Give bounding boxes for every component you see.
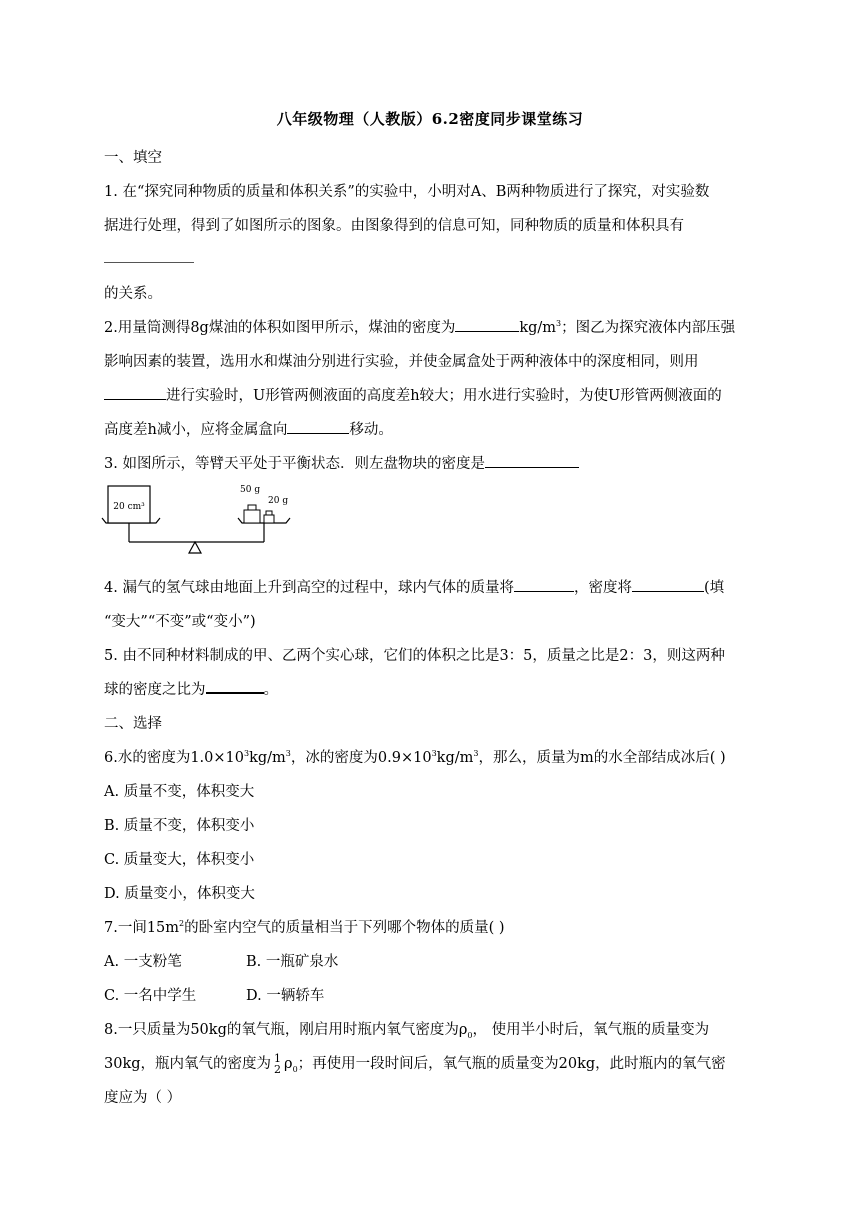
block-volume-label: 20 cm³ [113,502,145,512]
fraction-denominator: 2 [274,1063,282,1076]
sub-0: 0 [292,1064,298,1074]
q4-text-c: (填 [703,580,725,596]
q2-text-4a: 高度差h减小，应将金属盒向 [104,422,288,438]
q2-blank-3 [287,420,349,434]
q3-blank [485,454,579,468]
weight-50g [244,510,260,523]
q6-option-a: A. 质量不变，体积变大 [104,784,255,800]
q2-text-a: 2.用量筒测得8g煤油的体积如图甲所示，煤油的密度为 [104,320,456,336]
q7-text-a: 7.一间15m [104,920,180,936]
q4-line-2: “变大”“不变”或“变小”) [104,614,256,630]
q2-unit: kg/m [519,320,557,336]
weight-20g [264,515,274,523]
q5-text-a: 球的密度之比为 [104,682,206,698]
q8-line-1 [104,1018,764,1040]
q6-option-b: B. 质量不变，体积变小 [104,818,255,834]
q8-text-b: ， 使用半小时后，氧气瓶的质量变为 [472,1022,710,1038]
q4-text-a: 4. 漏气的氢气球由地面上升到高空的过程中，球内气体的质量将 [104,580,514,596]
q6-option-c: C. 质量变大，体积变小 [104,852,255,868]
fraction-numerator: 1 [274,1052,282,1065]
sup-3: 3 [244,749,250,759]
page-title: 八年级物理（人教版）6.2密度同步课堂练习 [276,110,584,128]
sub-0: 0 [467,1030,473,1040]
q8-text-2c: ；再使用一段时间后，氧气瓶的质量变为20kg，此时瓶内的氧气密 [297,1056,726,1072]
q7-text-b: 的卧室内空气的质量相当于下列哪个物体的质量( ) [184,920,505,936]
q6-stem [104,746,764,767]
sup-3: 3 [556,319,562,329]
q8-text-a: 8.一只质量为50kg的氧气瓶，刚启用时瓶内氧气密度为ρ [104,1022,468,1038]
q1-line-2: 据进行处理，得到了如图所示的图象。由图象得到的信息可知，同种物质的质量和体积具有 [104,218,684,234]
q6-text-c: ，冰的密度为0.9×10 [290,750,432,766]
q6-text-a: 6.水的密度为1.0×10 [104,750,244,766]
q8-line-2 [104,1052,764,1075]
q1-answer-blank [104,262,194,263]
fraction-one-half [274,1053,281,1075]
q8-line-3: 度应为（ ） [104,1090,182,1106]
q4-line-1 [104,576,764,597]
q2-blank-2 [104,386,166,400]
q2-line-1 [104,316,764,337]
q2-blank-1 [455,318,519,332]
q2-line-4 [104,418,764,439]
q4-blank-2 [632,578,704,592]
q5-line-2 [104,678,764,699]
sup-2: 2 [179,919,185,929]
section-heading-choice: 二、选择 [104,716,162,732]
q6-text-e: ，那么，质量为m的水全部结成冰后( ) [478,750,726,766]
q2-text-4b: 移动。 [349,422,393,438]
weight-50g-label: 50 g [240,485,261,495]
q7-options-row-2 [104,984,764,1005]
q2-line-3 [104,384,764,405]
balance-scale-figure [98,478,298,556]
q1-line-1: 1. 在“探究同种物质的质量和体积关系”的实验中，小明对A、B两种物质进行了探究，对实验数 [104,184,710,200]
q6-text-b: kg/m [249,750,286,766]
q2-line-2: 影响因素的装置，选用水和煤油分别进行实验，并使金属盒处于两种液体中的深度相同，则用 [104,354,699,370]
q5-blank [206,679,264,694]
q5-text-b: 。 [263,682,278,698]
sup-3: 3 [473,749,479,759]
q7-option-d: D. 一辆轿车 [246,988,325,1004]
section-heading-fill-in: 一、填空 [104,150,162,166]
q7-option-b: B. 一瓶矿泉水 [246,954,339,970]
q5-line-1: 5. 由不同种材料制成的甲、乙两个实心球，它们的体积之比是3：5，质量之比是2：3，则这两种 [104,648,725,664]
q7-option-a: A. 一支粉笔 [104,954,182,970]
q7-options-row-1 [104,950,764,971]
q4-blank-1 [514,578,574,592]
q8-rho: ρ [284,1056,293,1072]
q7-option-c: C. 一名中学生 [104,988,197,1004]
q2-text-3b: 进行实验时，U形管两侧液面的高度差h较大；用水进行实验时，为使U形管两侧液面的 [166,388,722,404]
q1-line-3: 的关系。 [104,286,162,302]
q6-text-d: kg/m [436,750,474,766]
q4-text-b: ，密度将 [573,580,632,596]
fulcrum-triangle [189,542,201,553]
q2-text-c: ；图乙为探究液体内部压强 [561,320,736,336]
weight-20g-label: 20 g [268,496,289,506]
q7-stem [104,916,764,937]
q8-text-2a: 30kg，瓶内氧气的密度为 [104,1056,272,1072]
q6-option-d: D. 质量变小，体积变大 [104,886,255,902]
q3-text: 3. 如图所示，等臂天平处于平衡状态．则左盘物块的密度是 [104,456,485,472]
sup-3: 3 [431,749,437,759]
q3-line-1 [104,452,764,473]
sup-3: 3 [285,749,291,759]
